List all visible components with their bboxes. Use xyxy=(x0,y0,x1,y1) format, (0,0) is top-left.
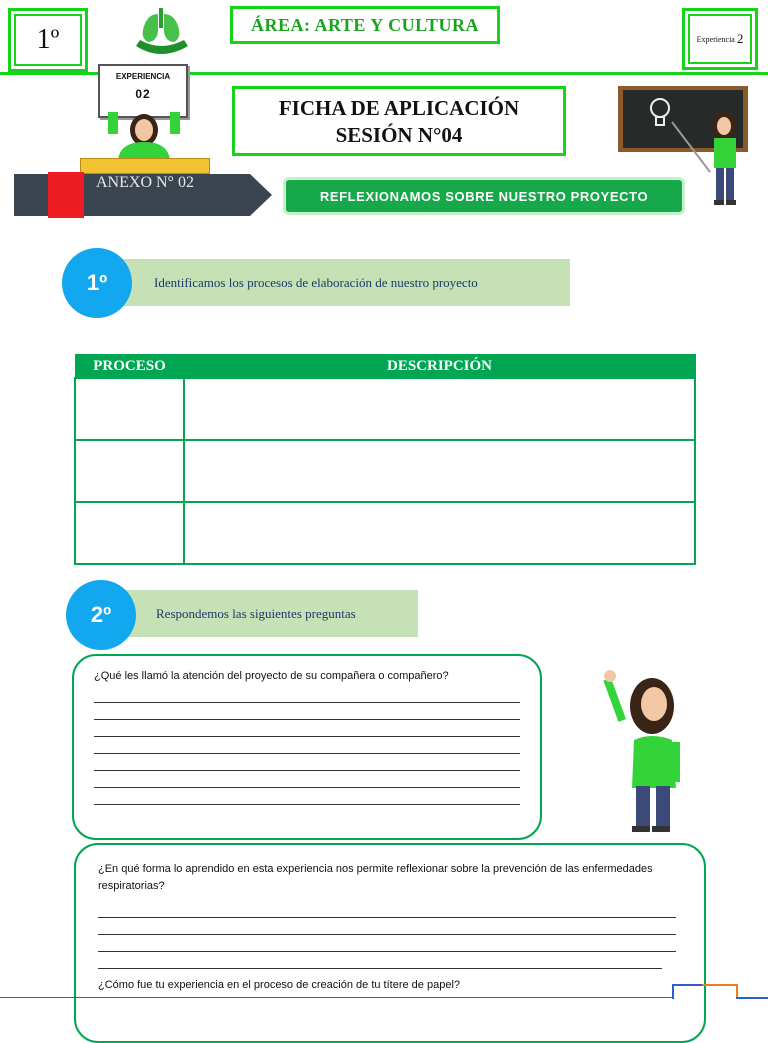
process-table xyxy=(74,354,696,565)
question2-text: ¿En qué forma lo aprendido en esta experiencia nos permite reflexionar sobre la prevención de las enfermedades respiratorias? xyxy=(98,863,653,892)
descripcion-cell[interactable] xyxy=(184,502,695,564)
ficha-line1: FICHA DE APLICACIÓN xyxy=(278,96,520,120)
step2-text: Respondemos las siguientes preguntas xyxy=(156,605,356,621)
grade-box xyxy=(8,8,88,72)
answer-line[interactable] xyxy=(94,788,520,805)
ficha-line2: SESIÓN N°04 xyxy=(335,123,463,147)
answer-line[interactable] xyxy=(94,703,520,720)
footer-line xyxy=(0,997,672,998)
experiencia-sign xyxy=(98,64,188,118)
teacher-avatar-icon xyxy=(104,112,184,160)
question3-text: ¿Cómo fue tu experiencia en el proceso de creación de tu títere de papel? xyxy=(98,979,461,991)
footer-step-orange xyxy=(702,984,738,999)
answer-line[interactable] xyxy=(98,901,676,918)
area-box xyxy=(230,6,500,44)
answer2-lines[interactable] xyxy=(98,901,682,969)
answer-line[interactable] xyxy=(94,737,520,754)
descripcion-cell[interactable] xyxy=(184,440,695,502)
anexo-red-tab xyxy=(48,172,84,218)
sign-line2: 02 xyxy=(135,87,151,101)
area-title: ÁREA: ARTE Y CULTURA xyxy=(251,14,479,35)
step1-text: Identificamos los procesos de elaboración de nuestro proyecto xyxy=(154,274,478,290)
experiencia-inner-border xyxy=(688,14,752,64)
grade-label: 1º xyxy=(36,24,60,55)
table-row xyxy=(75,440,695,502)
lungs-icon xyxy=(128,6,194,58)
answer-line[interactable] xyxy=(94,771,520,788)
waving-student-icon xyxy=(602,668,698,840)
answer-line[interactable] xyxy=(94,720,520,737)
descripcion-cell[interactable] xyxy=(184,378,695,440)
question1-box xyxy=(72,654,542,840)
table-row xyxy=(75,378,695,440)
answer1-lines[interactable] xyxy=(94,686,520,805)
question2-box xyxy=(74,843,706,1043)
ficha-title-box xyxy=(232,86,566,156)
col-proceso-header: PROCESO xyxy=(75,355,184,379)
proceso-cell[interactable] xyxy=(75,378,184,440)
experiencia-number: 2 xyxy=(736,31,744,46)
table-header-row xyxy=(75,355,695,379)
grade-inner-border xyxy=(14,14,82,66)
question1-text: ¿Qué les llamó la atención del proyecto de su compañera o compañero? xyxy=(94,670,449,682)
footer-step-blue xyxy=(672,984,704,999)
section-banner-text: REFLEXIONAMOS SOBRE NUESTRO PROYECTO xyxy=(319,188,649,204)
answer-line[interactable] xyxy=(98,918,676,935)
col-descripcion-header: DESCRIPCIÓN xyxy=(184,355,695,379)
step1-number: 1º xyxy=(86,270,108,295)
proceso-cell[interactable] xyxy=(75,440,184,502)
table-row xyxy=(75,502,695,564)
step2-badge xyxy=(66,580,136,650)
answer-line[interactable] xyxy=(98,935,676,952)
answer-line[interactable] xyxy=(94,754,520,771)
experiencia-box xyxy=(682,8,758,70)
sign-line1: EXPERIENCIA xyxy=(115,72,171,81)
experiencia-label: Experiencia xyxy=(696,34,735,44)
footer-line-end xyxy=(736,997,768,999)
anexo-banner-tip xyxy=(250,174,272,216)
step2-number: 2º xyxy=(90,602,112,627)
section-banner xyxy=(286,180,682,212)
answer-line[interactable] xyxy=(98,952,662,969)
anexo-label: ANEXO N° 02 xyxy=(96,174,194,191)
step2-strip xyxy=(118,590,418,637)
proceso-cell[interactable] xyxy=(75,502,184,564)
answer-line[interactable] xyxy=(94,686,520,703)
step1-strip xyxy=(118,259,570,306)
desk xyxy=(80,158,210,174)
step1-badge xyxy=(62,248,132,318)
